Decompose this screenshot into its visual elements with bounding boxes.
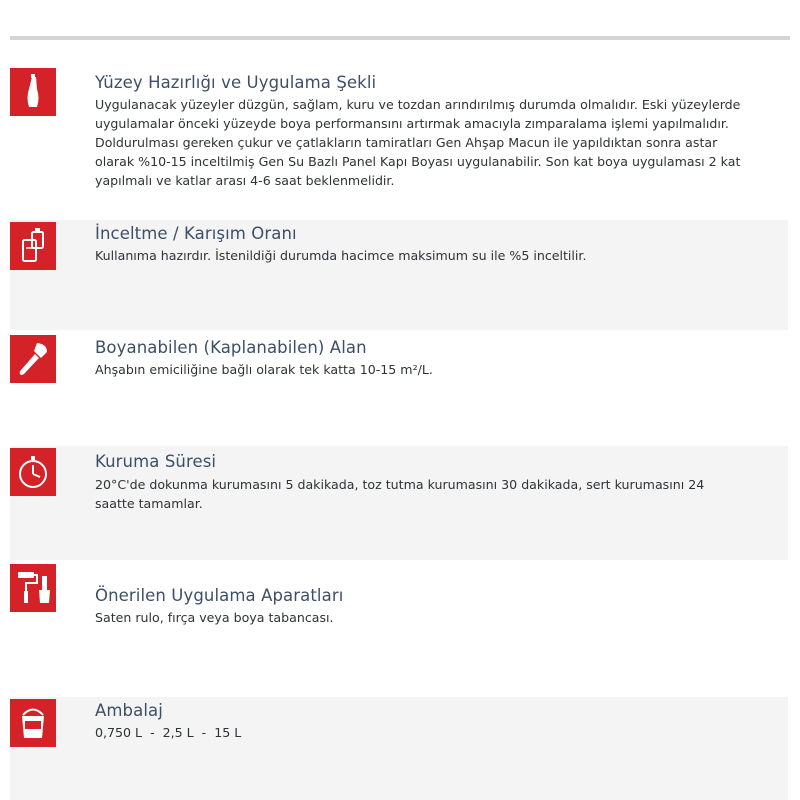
section-title: Önerilen Uygulama Aparatları [95, 586, 344, 605]
paint-mixing-can-icon [10, 222, 56, 270]
section-body [95, 475, 785, 513]
paint-bucket-icon [10, 699, 56, 747]
body-line: olarak %10-15 inceltilmiş Gen Su Bazlı Panel Kapı Boyası uygulanabilir. Son kat boya uygulaması 2 kat [95, 154, 741, 169]
section-title: Kuruma Süresi [95, 452, 217, 471]
putty-knife-icon [10, 68, 56, 116]
body-line: Doldurulması gereken çukur ve çatlakların tamiratları Gen Ahşap Macun ile yapıldıktan sonra astar [95, 135, 718, 150]
top-divider [10, 36, 790, 40]
section-title: Ambalaj [95, 701, 163, 720]
roller-and-brush-icon [10, 564, 56, 612]
paintbrush-icon [10, 335, 56, 383]
section-packaging [10, 697, 788, 800]
section-coverage-area [10, 330, 788, 450]
section-body: Saten rulo, fırça veya boya tabancası. [95, 610, 334, 625]
section-thinning-ratio [10, 220, 788, 330]
section-body: Ahşabın emiciliğine bağlı olarak tek katta 10-15 m²/L. [95, 362, 433, 377]
body-line: yapılmalı ve katlar arası 4-6 saat beklenmelidir. [95, 173, 395, 188]
clock-icon [10, 448, 56, 496]
section-body [95, 95, 785, 190]
section-application-tools [10, 560, 788, 690]
section-title: İnceltme / Karışım Oranı [95, 224, 297, 243]
section-body: Kullanıma hazırdır. İstenildiği durumda hacimce maksimum su ile %5 inceltilir. [95, 248, 587, 263]
section-title: Boyanabilen (Kaplanabilen) Alan [95, 338, 367, 357]
section-surface-preparation [10, 58, 788, 198]
section-drying-time [10, 446, 788, 560]
body-line: saatte tamamlar. [95, 496, 203, 511]
body-line: 20°C'de dokunma kurumasını 5 dakikada, toz tutma kurumasını 30 dakikada, sert kurumasını 24 [95, 477, 705, 492]
body-line: uygulamalar önceki yüzeyde boya performansını artırmak amacıyla zımparalama işlemi yapılmalıdır. [95, 116, 729, 131]
section-body: 0,750 L - 2,5 L - 15 L [95, 725, 242, 740]
section-title: Yüzey Hazırlığı ve Uygulama Şekli [95, 73, 377, 92]
body-line: Uygulanacak yüzeyler düzgün, sağlam, kuru ve tozdan arındırılmış durumda olmalıdır. Eski yüzeylerde [95, 97, 741, 112]
